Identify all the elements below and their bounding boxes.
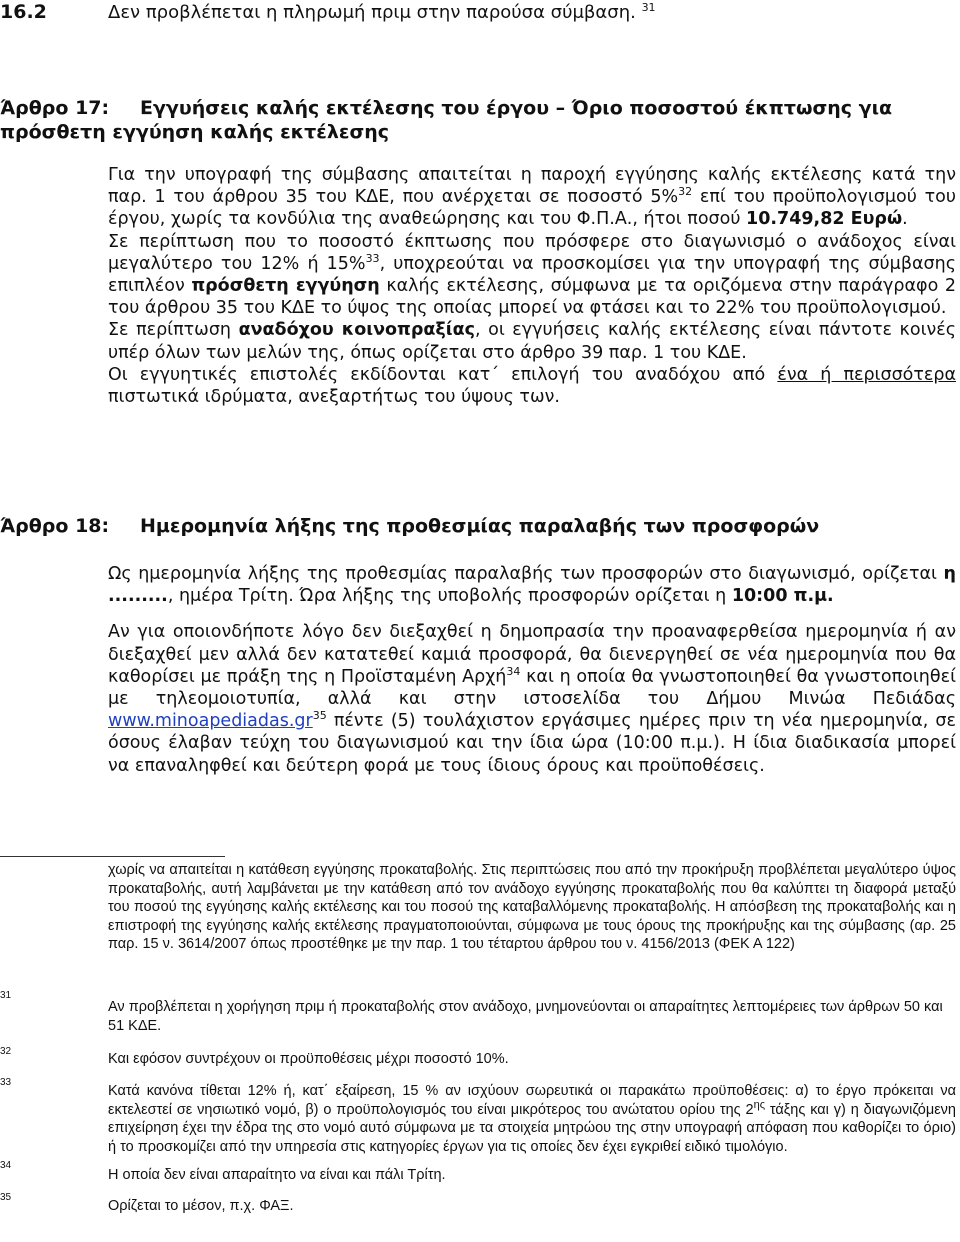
text-run: , ημέρα Τρίτη. Ώρα λήξης της υποβολής προσφορών ορίζεται η [167,586,732,607]
text-run: καλής εκτέλεσης, σύμφωνα με τα οριζόμενα στην παράγραφο 2 του άρθρου 35 του ΚΔΕ το ύψος της οποίας μπορεί να φτάσει και το 22% του προϋπολογισμού. [108,276,956,319]
footnote-number: 31 [0,990,12,1001]
article-18-label: Άρθρο 18: [0,515,110,537]
bold-phrase: πρόσθετη εγγύηση [191,276,380,297]
article-18-paragraph-2 [108,621,956,776]
text-run: Ως ημερομηνία λήξης της προθεσμίας παραλαβής των προσφορών στο διαγωνισμό, ορίζεται [108,564,944,584]
text-run: επί του προϋπολογισμού του έργου, χωρίς τα κονδύλια της αναθεώρησης και του Φ.Π.Α., ήτοι ποσού [108,187,956,230]
footnote-number: 34 [0,1160,12,1171]
section-16-2-text [108,2,656,24]
article-17-title-line1: Εγγυήσεις καλής εκτέλεσης του έργου – Όριο ποσοστού έκπτωσης για [140,97,893,119]
text-run: πέντε (5) τουλάχιστον εργάσιμες ημέρες πριν τη νέα ημερομηνία, σε όσους έλαβαν τεύχη του διαγωνισμού και την ίδια ώρα (10:00 π.μ.). Η ίδια διαδικασία μπορεί να επαναληφθεί και δεύτερη φορά με τους ίδιους όρους και προϋποθέσεις. [108,711,956,776]
bold-phrase: αναδόχου κοινοπραξίας [238,320,475,341]
article-17-label: Άρθρο 17: [0,97,110,119]
text-run: τάξης και γ) η διαγωνιζόμενη επιχείρηση έχει την έδρα της στο νομό αυτό σύμφωνα με τα στοιχεία μητρώου της στην υπογραφή απόφαση που καθορίζει το όριο) ή το προσκομίζει από την υπηρεσία στις κατηγορίες έργων για τις οποίες δεν έχει εγκριθεί ειδικό τιμολόγιο. [108,1101,956,1155]
footnote-33 [108,1082,956,1156]
text-run: Για την υπογραφή της σύμβασης απαιτείται η παροχή εγγύησης καλής εκτέλεσης κατά την παρ. 1 του άρθρου 35 του ΚΔΕ, που ανέρχεται σε ποσοστό 5% [108,165,956,208]
text-run: , οι εγγυήσεις καλής εκτέλεσης είναι πάντοτε κοινές υπέρ όλων των μελών της, όπως ορίζεται στο άρθρο 39 παρ. 1 του ΚΔΕ. [108,320,956,363]
article-17-paragraph-4 [108,364,956,408]
text-run: . [902,209,908,230]
ordinal-suffix: ης [753,1098,766,1111]
text-run: Οι εγγυητικές επιστολές εκδίδονται κατ΄ επιλογή του αναδόχου από [108,364,778,385]
text-run: Σε περίπτωση που το ποσοστό έκπτωσης που πρόσφερε στο διαγωνισμό ο ανάδοχος είναι μεγαλύτερο του 12% ή 15% [108,231,956,274]
article-18-body [108,563,956,777]
article-17-paragraph-3 [108,319,956,363]
article-17-title-line2: πρόσθετη εγγύηση καλής εκτέλεσης [0,121,390,143]
section-16-2-sentence: Δεν προβλέπεται η πληρωμή πριμ στην παρούσα σύμβαση. [108,2,636,23]
footnote-separator [0,856,225,857]
footnote-31: Αν προβλέπεται η χορήγηση πριμ ή προκαταβολής στον ανάδοχο, μνημονεύονται οι απαραίτητες λεπτομέρειες των άρθρων 50 και 51 ΚΔΕ. [108,999,943,1034]
footnote-ref[interactable]: 31 [641,1,656,14]
footnote-number: 33 [0,1077,12,1088]
footnote-ref[interactable]: 34 [506,664,521,678]
article-17-paragraph-2 [108,231,956,320]
text-run: Σε περίπτωση [108,320,239,341]
footnote-32: Και εφόσον συντρέχουν οι προϋποθέσεις μέχρι ποσοστό 10%. [108,1051,509,1067]
footnote-ref[interactable]: 32 [678,185,693,199]
footnote-number: 35 [0,1192,12,1203]
footnote-ref[interactable]: 35 [312,709,327,723]
municipality-website-link[interactable]: www.minoapediadas.gr [108,711,313,732]
footnote-34: Η οποία δεν είναι απαραίτητο να είναι και πάλι Τρίτη. [108,1167,446,1183]
footnote-number: 32 [0,1046,12,1057]
text-run: και η οποία θα γνωστοποιηθεί θα γνωστοποιηθεί με τηλεομοιοτυπία, αλλά και στην ιστοσελίδα του Δήμου Μινώα Πεδιάδας [108,666,956,710]
underlined-phrase: ένα ή περισσότερα [777,364,957,385]
article-18-title: Ημερομηνία λήξης της προθεσμίας παραλαβής των προσφορών [140,515,820,537]
guarantee-amount: 10.749,82 Ευρώ [746,209,903,230]
text-run: Κατά κανόνα τίθεται 12% ή, κατ΄ εξαίρεση, 15 % αν ισχύουν σωρευτικά οι παρακάτω προϋποθέσεις: α) το έργο πρόκειται να εκτελεστεί σε νησιωτικό νομό, β) ο προϋπολογισμός του είναι μικρότερος του ανώτατου ορίου της 2 [108,1083,956,1118]
article-17-body [108,164,956,408]
article-17-paragraph-1 [108,164,956,231]
footnote-ref[interactable]: 33 [365,251,380,265]
footnote-continuation: χωρίς να απαιτείται η κατάθεση εγγύησης προκαταβολής. Στις περιπτώσεις που από την προκήρυξη προβλέπεται μεγαλύτερο ύψος προκαταβολής, αυτή λαμβάνεται με την κατάθεση από τον ανάδοχο εγγύησης προκαταβολής που θα καλύπτει τη διαφορά μεταξύ του ποσού της εγγύησης καλής εκτέλεσης και του ποσού της καταβαλλόμενης προκαταβολής. Η απόσβεση της προκαταβολής και η επιστροφή της εγγύησης καλής εκτέλεσης πραγματοποιούνται, σύμφωνα με τους όρους της προκήρυξης και της σύμβασης (αρ. 25 παρ. 15 ν. 3614/2007 όπως προστέθηκε με την παρ. 1 του τέταρτου άρθρου του ν. 4156/2013 (ΦΕΚ Α 122) [108,862,956,953]
article-18-paragraph-1 [108,563,956,607]
text-run: πιστωτικά ιδρύματα, ανεξαρτήτως του ύψους των. [108,387,560,408]
text-run: , υποχρεούται να προσκομίσει για την υπογραφή της σύμβασης επιπλέον [108,253,956,297]
footnote-35: Ορίζεται το μέσον, π.χ. ΦΑΞ. [108,1198,294,1214]
deadline-date: η ......... [108,564,956,607]
section-number: 16.2 [0,1,47,23]
text-run: Αν για οποιονδήποτε λόγο δεν διεξαχθεί η δημοπρασία την προαναφερθείσα ημερομηνία ή αν διεξαχθεί μεν αλλά δεν κατατεθεί καμιά προσφορά, θα διενεργηθεί σε νέα ημερομηνία που θα καθορίσει με πράξη της η Προϊσταμένη Αρχή [108,622,956,687]
deadline-time: 10:00 π.μ. [731,586,834,607]
